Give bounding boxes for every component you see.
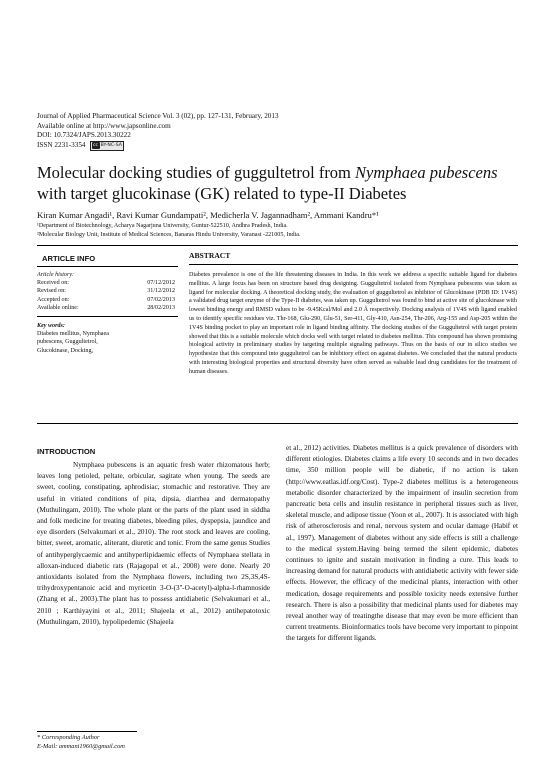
article-title [37, 163, 517, 204]
journal-header [37, 112, 437, 151]
intro-paragraph: et al., 2012) activities. Diabetes mellitus is a quick prevalence of disorders with different etiologies. Diabetes claims a life every 10 seconds and in two decades time, 350 million people will be diabetic, if no action is taken (http://www.eatlas.idf.org/Cost). Type-2 diabetes mellitus is a heterogeneous metabolic disorder characterized by the impairment of insulin secretion from pancreatic beta cells and insulin resistance in peripheral tissues such as liver, skeletal muscle, and adipose tissue (Yoon et al., 2007). It is associated with high risk of atherosclerosis and renal, nervous system and ocular damage (Habif et al., 1997). Management of diabetes without any side effects is still a challenge to the medical system.Having being termed the silent epidemic, diabetes continues to ignite and sustain motivation in finding a cure. This leads to increasing demand for natural products with antidiabetic activity with fewer side effects. However, the efficacy of the medicinal plants, interaction with other medication, dosage requirements and possible toxicity needs extensive further research. There is also a possibility that medicinal plants used for diabetes may reveal another way of treatingthe disease that may even be more efficient than current treatments. Bioinformatics tools have become very important to pinpoint the targets for different ligands. [286, 444, 518, 643]
keyword-line: pubescens, Guggultetrol, [37, 339, 98, 346]
journal-url[interactable]: Available online at http://www.japsonline.com [37, 121, 171, 130]
introduction-heading: INTRODUCTION [37, 447, 96, 456]
license-label: BY-NC-SA [100, 143, 122, 149]
received-date: 07/12/2012 [147, 280, 175, 287]
abstract-heading: ABSTRACT [189, 251, 231, 260]
divider [37, 731, 137, 732]
title-part-1: Molecular docking studies of guggultetrol from [37, 163, 356, 182]
journal-citation: Journal of Applied Pharmaceutical Science Vol. 3 (02), pp. 127-131, February, 2013 [37, 112, 279, 120]
title-part-2: with target glucokinase (GK) related to type-II Diabetes [37, 183, 407, 203]
creative-commons-icon[interactable]: cc BY-NC-SA [90, 141, 124, 151]
divider [37, 316, 178, 317]
affiliations [37, 222, 517, 239]
divider [37, 423, 518, 424]
article-info-heading: ARTICLE INFO [42, 254, 96, 263]
affiliation-1: ¹Department of Biotechnology, Acharya Nagarjuna University, Guntur-522510, Andhra Pradesh, India. [37, 223, 288, 229]
keyword-line: Diabetes mellitus, Nymphaea [37, 331, 109, 338]
online-date: 28/02/2013 [147, 304, 175, 311]
title-species: Nymphaea pubescens [355, 163, 498, 182]
author-email[interactable]: E-Mail: ammani1960@gmail.com [37, 742, 125, 750]
keyword-line: Glucokinase, Docking, [37, 347, 94, 354]
accepted-date: 07/02/2013 [147, 296, 175, 303]
accepted-label: Accepted on: [37, 296, 70, 303]
author-list: Kiran Kumar Angadi¹, Ravi Kumar Gundampati², Medicherla V. Jagannadham², Ammani Kandru*¹ [37, 210, 379, 220]
intro-paragraph: Nymphaea pubescens is an aquatic fresh water rhizomatous herb; leaves long petioled, peltate, orbicular, sagitate when young. The seeds are sweet, cooling, constipating, aphrodisiac, stomachic and restorative. They are useful in vitiated conditions of pita, dipsia, diarrhea and dermatopathy (Muthulingam, 2010). The whole plant or the parts of the plant used in siddha and folk medicine for treating diabetes, bleeding piles, dyspepsia, jaundice and eye disorders (Selvakumari et al., 2010). The root stock and leaves are cooling, bitter, sweet, aromatic, aliterant, diuretic and tonic. From the same genus Studies of antihyperglycaemic and antihyperlipidaemic effects of Nymphaea stellata in alloxan-induced diabetic rats (Rajagopal et al., 2008) were done. Nearly 20 antioxidants isolated from the Nymphaea flowers, including two 2S,3S,4S-trihydroxypentanoic acid and myricetin 3-O-(3''-O-acetyl)-alpha-l-rhamnoside (Zhang et al., 2003).The plant has to possess antidiabetic (Selvakumari et al., 2010 ; Karthiyayini et al., 2011; Shajeela et al., 2012) antihepatotoxic (Muthulingam, 2010), hypolipedemic (Shajeela [37, 461, 270, 626]
journal-issn: ISSN 2231-3354 [37, 140, 86, 149]
received-label: Received on: [37, 280, 69, 287]
corresponding-author-label: * Corresponding Author [37, 734, 100, 741]
abstract-text: Diabetes prevalence is one of the life threatening diseases in India. In this work we address a specific suitable ligand for diabetes mellitus. A large focus has been on structure based drug designing. Guggultetrol isolated from Nymphaea pubescens was taken as ligand for molecular docking. A theoretical docking study, the evaluation of guggultetrol as inhibitor of Glucokinase (PDB ID: 1V4S) a validated drug target enzyme of the Type-II diabetes, was taken up. Guggultetrol was found to bind at active site of glucokinase with lowest binding energy and RMSD values to be -9.45Kcal/Mol and 2.0 Å respectively. Docking analysis of 1V4S with ligand enabled us to identify specific residues viz. Thr-168, Glu-290, Glu-51, Ser-411, Gly-410, Asn-254, Thr-206, Arg-155 and Asp-205 within the 1V4S binding pocket to play an important role in ligand binding affinity. The docking studies of the Guggultetrol with target protein showed that this is a suitable molecule which docks well with target related to diabetes mellitus. This compound has shown promising biological activity in preliminary studies by targeting multiple signaling pathways. Thus on the basis of our in silico studies we hypothesize that this compound into guggultetrol can be inhibitory effect on against diabetes. We concluded that the natural products with interesting biological properties and structural diversity have often served as valuable lead drug candidates for the treatment of human diseases. [189, 272, 517, 375]
affiliation-2: ²Molecular Biology Unit, Institute of Medical Sciences, Banaras Hindu University, Varanasi -221005, India. [37, 231, 301, 238]
divider [37, 266, 178, 267]
revised-label: Revised on: [37, 288, 66, 295]
keywords-label: Key words: [37, 323, 65, 330]
corresponding-author-footnote [37, 731, 270, 751]
article-info [37, 271, 175, 355]
revised-date: 31/12/2012 [147, 288, 175, 295]
intro-left-column [37, 460, 270, 628]
divider [37, 245, 518, 246]
divider [189, 264, 518, 265]
online-label: Available online: [37, 304, 79, 311]
history-label: Article history: [37, 272, 75, 278]
intro-right-column [286, 443, 518, 645]
journal-doi[interactable]: DOI: 10.7324/JAPS.2013.30222 [37, 131, 131, 140]
